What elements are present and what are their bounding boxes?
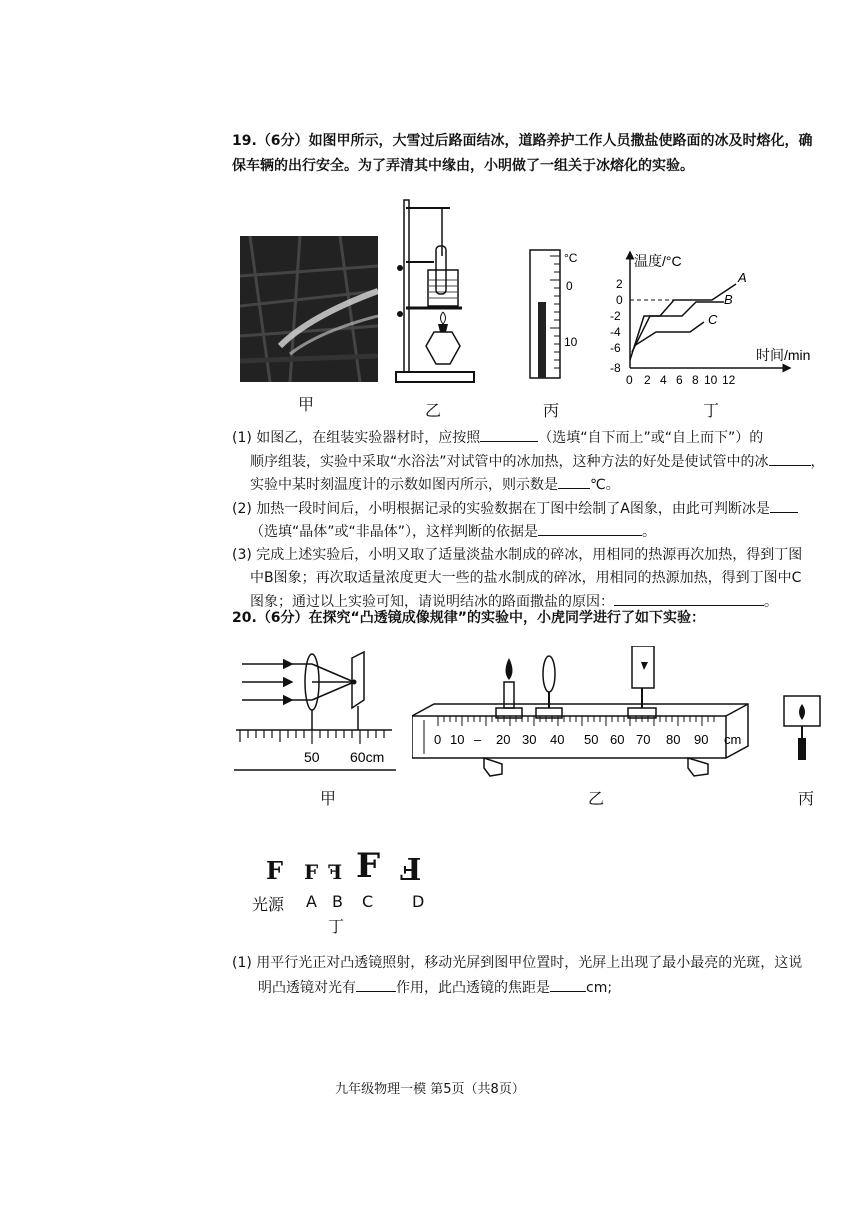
- curve-b: [632, 302, 724, 352]
- ding-caption: 丁: [328, 917, 345, 936]
- q19-blank-3[interactable]: [558, 473, 590, 489]
- q19-blank-4[interactable]: [770, 497, 798, 513]
- q19-blank-1[interactable]: [480, 426, 538, 442]
- q19-sub1-text-d: ，: [810, 454, 825, 470]
- q19-number: 19.: [232, 133, 257, 149]
- q19-sub2-text-a: (2) 加热一段时间后，小明根据记录的实验数据在丁图中绘制了A图象，由此可判断冰是: [232, 501, 770, 517]
- svg-text:–: –: [474, 732, 482, 747]
- ding-label-c: C: [362, 892, 374, 911]
- curve-label-b: B: [724, 292, 733, 307]
- ding-label-b: B: [332, 892, 343, 911]
- svg-text:0: 0: [626, 373, 633, 387]
- graph-xlabel: 时间/min: [756, 347, 811, 363]
- q20-sub1-text-d: cm;: [586, 980, 613, 996]
- ding-b-f: F: [328, 860, 343, 884]
- svg-text:8: 8: [692, 373, 699, 387]
- ding-a-f: F: [304, 860, 319, 884]
- q19-sub1-line1: [232, 426, 763, 449]
- q19-sub1-text-b: （选填“自下而上”或“自上而下”）的: [538, 430, 764, 446]
- svg-text:-8: -8: [610, 361, 621, 375]
- q20-points: （6分）: [256, 610, 309, 626]
- q20-sub1-text-b: 明凸透镜对光有: [258, 980, 356, 996]
- page-footer: 九年级物理一模 第5页（共8页）: [335, 1082, 525, 1097]
- q20-sub1-line2: [258, 976, 612, 999]
- graph-x-ticks: [626, 373, 736, 387]
- bench-tick-cm: cm: [724, 732, 742, 747]
- q20-intro: [232, 607, 705, 629]
- q20-fig-bing-screen: [780, 694, 828, 766]
- svg-text:2: 2: [616, 277, 623, 291]
- ding-label-d: D: [412, 892, 425, 911]
- fig-bing-thermometer: [510, 244, 584, 384]
- road-photo-texture: [240, 236, 378, 382]
- bench-tick-70: 70: [636, 732, 651, 747]
- bench-tick-90: 90: [694, 732, 709, 747]
- svg-text:0: 0: [616, 293, 623, 307]
- q19-sub3-text-c: 图象；通过以上实验可知，请说明结冰的路面撒盐的原因：: [250, 594, 614, 610]
- q20-blank-2[interactable]: [550, 976, 586, 992]
- ding-c-f: F: [356, 846, 381, 886]
- q19-blank-5[interactable]: [538, 520, 642, 536]
- q20-fig-jia: [232, 646, 398, 774]
- thermometer-tick-10: 10: [564, 335, 578, 349]
- bench-tick-10: 10: [450, 732, 465, 747]
- fig-ding-caption: 丁: [703, 401, 720, 420]
- bench-tick-40: 40: [550, 732, 565, 747]
- curve-a: [630, 284, 736, 360]
- jia-tick-60: 60cm: [350, 749, 385, 765]
- bench-tick-labels: [434, 732, 741, 747]
- q19-sub2-line2: [250, 520, 656, 543]
- svg-text:4: 4: [660, 373, 667, 387]
- q19-blank-6[interactable]: [614, 590, 764, 606]
- curve-label-a: A: [738, 270, 747, 285]
- svg-text:-4: -4: [610, 325, 621, 339]
- q19-sub3-line1: (3) 完成上述实验后，小明又取了适量淡盐水制成的碎冰，用相同的热源再次加热，得到丁图: [232, 547, 803, 563]
- q20-fig-ding: [250, 846, 450, 936]
- q19-sub1-line3: [250, 473, 620, 496]
- fig-bing-caption: 丙: [543, 401, 560, 420]
- q19-points: （6分）: [256, 133, 309, 149]
- q19-sub1-text-f: ℃。: [590, 477, 620, 493]
- bench-tick-60: 60: [610, 732, 625, 747]
- svg-text:12: 12: [722, 373, 736, 387]
- fig-yi-caption: 乙: [425, 401, 442, 420]
- q20-fig-bing-caption: 丙: [798, 789, 815, 808]
- q19-sub2-text-c: 。: [642, 524, 657, 540]
- fig-ding-graph: [600, 240, 830, 390]
- jia-tick-50: 50: [304, 749, 320, 765]
- graph-ylabel: 温度/°C: [634, 253, 682, 269]
- svg-text:-6: -6: [610, 341, 621, 355]
- q20-fig-yi-caption: 乙: [588, 789, 605, 808]
- ding-d-f: F: [400, 850, 422, 885]
- q20-intro-text: 在探究“凸透镜成像规律”的实验中，小虎同学进行了如下实验：: [308, 610, 705, 626]
- fig-jia-photo: [240, 236, 378, 382]
- ding-label-source: 光源: [252, 895, 285, 914]
- q19-sub3-text-d: 。: [764, 594, 778, 610]
- q19-intro-line1: [232, 130, 813, 152]
- bench-tick-20: 20: [496, 732, 511, 747]
- q20-fig-jia-caption: 甲: [320, 789, 337, 808]
- bench-tick-0: 0: [434, 732, 442, 747]
- ding-label-a: A: [306, 892, 317, 911]
- q19-sub2-text-b: （选填“晶体”或“非晶体”），这样判断的依据是: [250, 524, 539, 540]
- q19-sub1-text-e: 实验中某时刻温度计的示数如图丙所示，则示数是: [250, 477, 558, 493]
- q19-sub3-line2: 中B图象；再次取适量浓度更大一些的盐水制成的碎冰，用相同的热源加热，得到丁图中C: [250, 570, 802, 586]
- thermometer-unit: °C: [564, 251, 578, 265]
- fig-jia-caption: 甲: [298, 395, 315, 414]
- graph-y-ticks: [610, 277, 623, 375]
- q20-blank-1[interactable]: [356, 976, 396, 992]
- svg-text:6: 6: [676, 373, 683, 387]
- svg-text:2: 2: [644, 373, 651, 387]
- q19-sub2-line1: [232, 497, 798, 520]
- q20-fig-yi-bench: [412, 646, 758, 780]
- q20-sub1-line1: (1) 用平行光正对凸透镜照射，移动光屏到图甲位置时，光屏上出现了最小最亮的光斑，这说: [232, 955, 803, 971]
- ding-source-f: F: [266, 856, 284, 885]
- q19-intro-text1: 如图甲所示，大雪过后路面结冰，道路养护工作人员撒盐使路面的冰及时熔化，确: [308, 133, 813, 149]
- q19-intro-line2: 保车辆的出行安全。为了弄清其中缘由，小明做了一组关于冰熔化的实验。: [232, 158, 694, 174]
- q19-blank-2[interactable]: [769, 450, 811, 466]
- bench-tick-50: 50: [584, 732, 599, 747]
- svg-text:-2: -2: [610, 309, 621, 323]
- svg-text:10: 10: [704, 373, 718, 387]
- bench-tick-30: 30: [522, 732, 537, 747]
- convex-lens: [543, 656, 555, 692]
- curve-label-c: C: [708, 312, 718, 327]
- candle-flame: [506, 658, 513, 680]
- q19-sub1-line2: [250, 450, 825, 473]
- q19-sub1-text-c: 顺序组装，实验中采取“水浴法”对试管中的冰加热，这种方法的好处是使试管中的冰: [250, 454, 769, 470]
- thermometer-tick-0: 0: [566, 279, 573, 293]
- bench-tick-80: 80: [666, 732, 681, 747]
- fig-yi-apparatus: [390, 196, 480, 386]
- q20-sub1-text-c: 作用，此凸透镜的焦距是: [396, 980, 550, 996]
- q20-number: 20.: [232, 610, 257, 626]
- q19-sub1-text-a: (1) 如图乙，在组装实验器材时，应按照: [232, 430, 481, 446]
